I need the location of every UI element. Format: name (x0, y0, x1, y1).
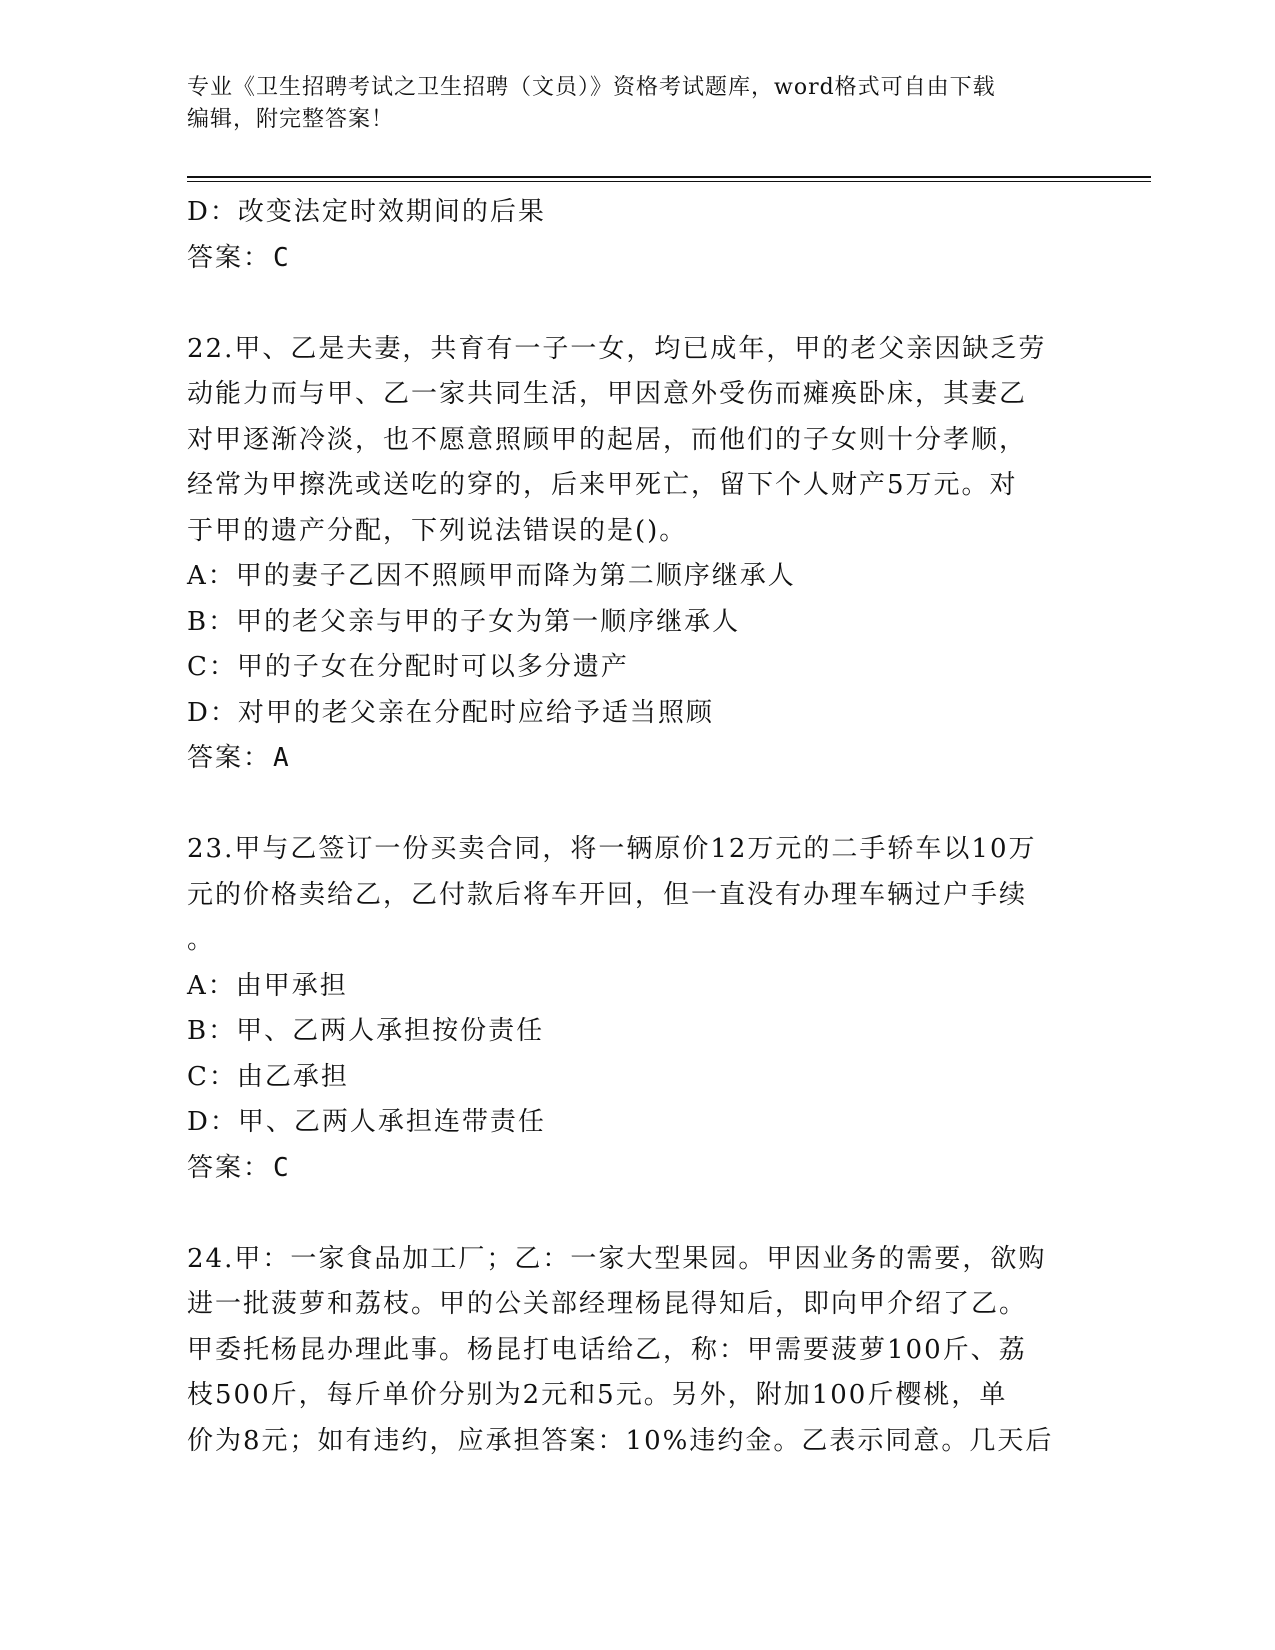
option-d: D：甲、乙两人承担连带责任 (187, 1107, 546, 1137)
question-text-line: 。 (187, 925, 216, 955)
option-d: D：对甲的老父亲在分配时应给予适当照顾 (187, 697, 714, 728)
question-23 (187, 827, 1087, 1191)
answer-value: A (273, 743, 291, 773)
question-text-line: 经常为甲擦洗或送吃的穿的，后来甲死亡，留下个人财产5万元。对 (187, 470, 1018, 500)
option-a: A：由甲承担 (187, 970, 348, 1001)
spacer (187, 281, 1087, 327)
answer-line (187, 236, 1087, 282)
question-24 (187, 1237, 1087, 1465)
question-text-line: 元的价格卖给乙，乙付款后将车开回，但一直没有办理车辆过户手续 (187, 879, 1028, 910)
answer-line (187, 736, 1087, 782)
header-line-2: 编辑，附完整答案！ (187, 107, 395, 132)
spacer (187, 1191, 1087, 1237)
question-text-line: 24.甲：一家食品加工厂；乙：一家大型果园。甲因业务的需要，欲购 (187, 1243, 1047, 1274)
question-text-line: 于甲的遗产分配，下列说法错误的是()。 (187, 515, 688, 546)
option-a: A：甲的妻子乙因不照顾甲而降为第二顺序继承人 (187, 561, 796, 591)
question-text-line: 价为8元；如有违约，应承担答案：10%违约金。乙表示同意。几天后 (187, 1425, 1054, 1456)
document-header (187, 72, 1087, 136)
spacer (187, 782, 1087, 828)
question-text-line: 进一批菠萝和荔枝。甲的公关部经理杨昆得知后，即向甲介绍了乙。 (187, 1289, 1028, 1319)
option-d: D：改变法定时效期间的后果 (187, 197, 546, 227)
question-text-line: 对甲逐渐冷淡，也不愿意照顾甲的起居，而他们的子女则十分孝顺， (187, 424, 1028, 455)
question-text-line: 22.甲、乙是夫妻，共育有一子一女，均已成年，甲的老父亲因缺乏劳 (187, 333, 1047, 364)
answer-value: C (273, 1152, 291, 1183)
answer-value: C (273, 242, 291, 273)
question-text-line: 23.甲与乙签订一份买卖合同，将一辆原价12万元的二手轿车以10万 (187, 834, 1037, 864)
question-text-line: 动能力而与甲、乙一家共同生活，甲因意外受伤而瘫痪卧床，其妻乙 (187, 379, 1028, 409)
option-c: C：甲的子女在分配时可以多分遗产 (187, 652, 629, 682)
header-divider-thin (187, 181, 1151, 182)
document-body (187, 190, 1087, 1464)
question-22 (187, 327, 1087, 782)
answer-line (187, 1146, 1087, 1192)
option-b: B：甲的老父亲与甲的子女为第一顺序继承人 (187, 606, 741, 637)
header-line-1: 专业《卫生招聘考试之卫生招聘（文员）》资格考试题库，word格式可自由下载 (187, 75, 996, 100)
answer-label: 答案： (187, 743, 272, 773)
answer-label: 答案： (187, 242, 272, 273)
option-b: B：甲、乙两人承担按份责任 (187, 1016, 545, 1046)
question-text-line: 甲委托杨昆办理此事。杨昆打电话给乙，称：甲需要菠萝100斤、荔 (187, 1334, 1027, 1365)
answer-label: 答案： (187, 1152, 272, 1183)
header-divider-thick (187, 176, 1151, 178)
question-text-line: 枝500斤，每斤单价分别为2元和5元。另外，附加100斤樱桃，单 (187, 1380, 1008, 1410)
option-c: C：由乙承担 (187, 1061, 349, 1092)
